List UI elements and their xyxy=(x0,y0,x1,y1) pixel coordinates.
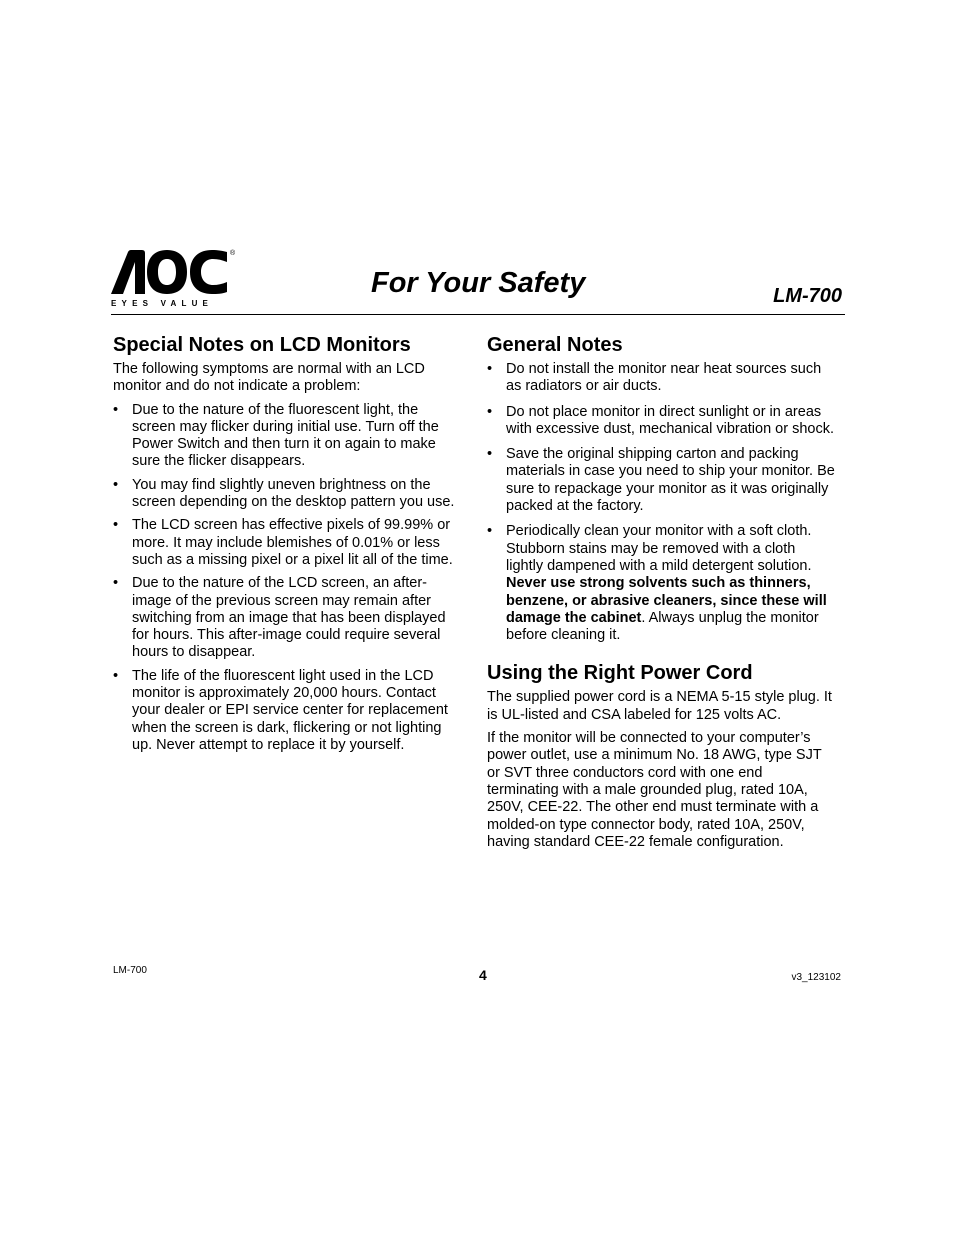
list-item: • The LCD screen has effective pixels of 99.99% or more. It may include blemishes of 0.01% or less such as a missing pixel or a pixel lit all of the time. xyxy=(113,517,458,569)
general-notes-heading: General Notes xyxy=(487,334,623,356)
list-item: • Due to the nature of the LCD screen, an after-image of the previous screen may remain after switching from an image that has been displayed for hours. This after-image could require several hours to disappear. xyxy=(113,575,458,661)
special-notes-heading: Special Notes on LCD Monitors xyxy=(113,334,411,356)
list-item: • Due to the nature of the fluorescent light, the screen may flicker during initial use. Turn off the Power Switch and then turn it on again to make sure the flicker disappears. xyxy=(113,402,458,471)
model-label: LM-700 xyxy=(773,285,842,307)
footer-model: LM-700 xyxy=(113,965,147,976)
cleaning-text-end: . Always unplug the monitor before cleaning it. xyxy=(506,609,819,644)
cleaning-warning: Never use strong solvents such as thinners, benzene, or abrasive cleaners, since these will damage the cabinet xyxy=(506,575,827,626)
left-column xyxy=(113,332,458,760)
list-item: • You may find slightly uneven brightness on the screen depending on the desktop pattern you use. xyxy=(113,477,458,512)
power-cord-heading: Using the Right Power Cord xyxy=(487,662,753,685)
power-cord-paragraph-1: The supplied power cord is a NEMA 5-15 style plug. It is UL-listed and CSA labeled for 125 volts AC. xyxy=(487,689,832,723)
aoc-logo xyxy=(111,250,241,312)
page-number: 4 xyxy=(479,967,487,983)
page-title: For Your Safety xyxy=(371,267,586,299)
list-item: • Do not place monitor in direct sunlight or in areas with excessive dust, mechanical vibration or shock. xyxy=(487,404,835,439)
right-column xyxy=(487,332,835,857)
registered-mark: ® xyxy=(230,250,236,257)
logo-tagline: EYES VALUE xyxy=(111,299,214,308)
special-notes-list xyxy=(113,402,458,755)
footer-version: v3_123102 xyxy=(791,972,841,983)
aoc-logo-mark xyxy=(111,250,229,294)
list-item: • Do not install the monitor near heat sources such as radiators or air ducts. xyxy=(487,361,835,396)
cleaning-text: Periodically clean your monitor with a soft cloth. Stubborn stains may be removed with a cloth lightly dampened with a mild detergent solution. xyxy=(506,523,812,574)
general-notes-list xyxy=(487,361,835,644)
list-item: • Save the original shipping carton and packing materials in case you need to ship your monitor. Be sure to repackage your monitor as it was originally packed at the factory. xyxy=(487,446,835,515)
cleaning-list-item xyxy=(487,523,835,644)
header-divider xyxy=(111,314,845,315)
special-notes-intro: The following symptoms are normal with an LCD monitor and do not indicate a problem: xyxy=(113,361,425,395)
list-item: • The life of the fluorescent light used in the LCD monitor is approximately 20,000 hours. Contact your dealer or EPI service center for replacement when the screen is dark, flickering or not lighting up. Never attempt to replace it by yourself. xyxy=(113,668,458,754)
power-cord-paragraph-2: If the monitor will be connected to your computer’s power outlet, use a minimum No. 18 AWG, type SJT or SVT three conductors cord with one end terminating with a male grounded plug, rated 10A, 250V, CEE-22. The other end must terminate with a molded-on type connector body, rated 10A, 250V, having standard CEE-22 female configuration. xyxy=(487,730,822,850)
